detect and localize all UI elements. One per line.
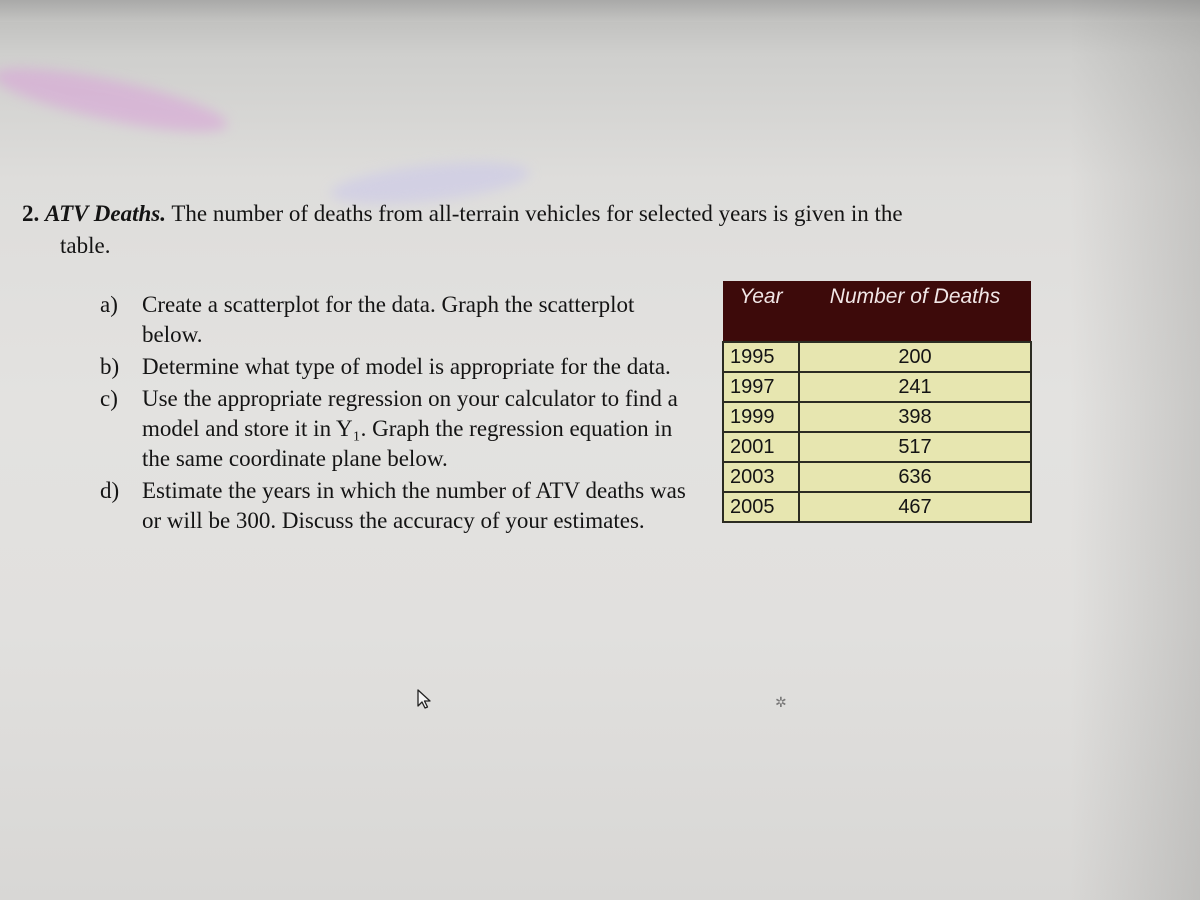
part-c	[100, 384, 700, 474]
table-row	[723, 402, 1031, 432]
screen-shadow	[1070, 0, 1200, 900]
part-text: Estimate the years in which the number of ATV deaths was or will be 300. Discuss the accuracy of your estimates.	[142, 478, 686, 533]
screen-glare	[0, 55, 232, 144]
smudge-mark: ✲	[775, 695, 787, 711]
table-header-row	[723, 281, 1031, 342]
part-a	[100, 290, 700, 350]
part-letter: a)	[100, 292, 118, 317]
table-row	[723, 342, 1031, 372]
problem-title: ATV Deaths.	[45, 201, 166, 226]
table-cell-deaths: 398	[799, 402, 1031, 432]
problem-statement-continued: table.	[60, 233, 111, 258]
part-letter: b)	[100, 354, 120, 379]
part-letter: c)	[100, 386, 118, 411]
part-d	[100, 476, 700, 536]
table-cell-year: 2003	[723, 462, 799, 492]
table-cell-deaths: 517	[799, 432, 1031, 462]
table-row	[723, 462, 1031, 492]
table-cell-deaths: 636	[799, 462, 1031, 492]
table-cell-year: 1999	[723, 402, 799, 432]
table-cell-year: 1997	[723, 372, 799, 402]
part-text: Use the appropriate regression on your calculator to find a model and store it in Y₁. Graph the regression equation in the same coordinate plane below.	[142, 386, 678, 471]
problem-header	[22, 198, 1062, 262]
atv-deaths-table	[722, 281, 1032, 523]
column-header-year: Year	[723, 281, 799, 342]
table-cell-year: 2005	[723, 492, 799, 522]
table-cell-deaths: 200	[799, 342, 1031, 372]
cursor-arrow-icon	[415, 688, 435, 710]
table-row	[723, 492, 1031, 522]
table-cell-deaths: 467	[799, 492, 1031, 522]
table-cell-year: 2001	[723, 432, 799, 462]
problem-number: 2.	[22, 201, 40, 226]
screen-top-edge	[0, 0, 1200, 22]
problem-statement: The number of deaths from all-terrain vehicles for selected years is given in the	[171, 201, 903, 226]
table-row	[723, 432, 1031, 462]
table-cell-year: 1995	[723, 342, 799, 372]
part-text: Create a scatterplot for the data. Graph the scatterplot below.	[142, 292, 635, 347]
table-row	[723, 372, 1031, 402]
column-header-deaths: Number of Deaths	[799, 281, 1031, 342]
problem-parts	[100, 290, 700, 538]
part-b	[100, 352, 700, 382]
part-text: Determine what type of model is appropriate for the data.	[142, 354, 671, 379]
part-letter: d)	[100, 478, 120, 503]
table-cell-deaths: 241	[799, 372, 1031, 402]
